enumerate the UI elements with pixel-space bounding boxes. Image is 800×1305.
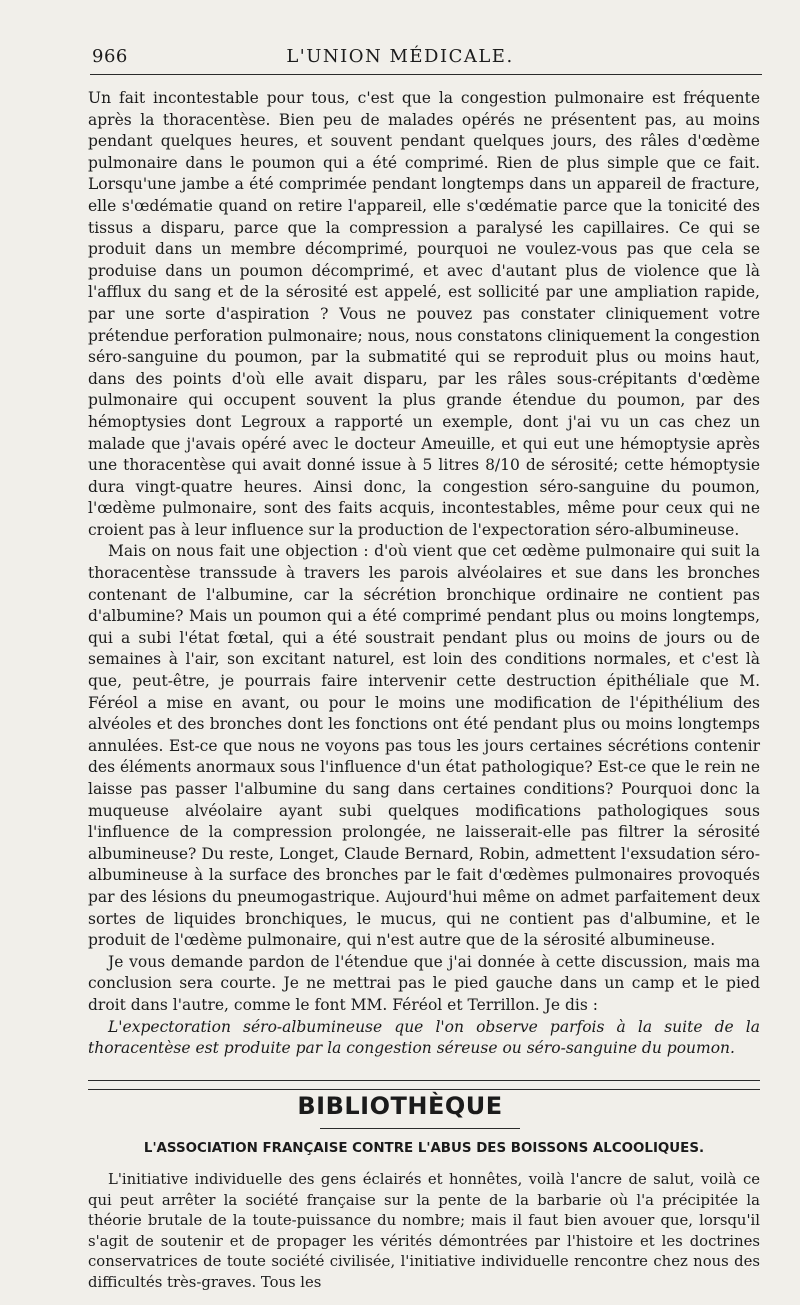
journal-title: L'UNION MÉDICALE. bbox=[286, 46, 514, 67]
section-title: BIBLIOTHÈQUE bbox=[297, 1092, 503, 1120]
body-paragraph-3: Je vous demande pardon de l'étendue que j'ai donnée à cette discussion, mais ma conclusion sera courte. Je ne mettrai pas le pied gauche dans un camp et le pied droit dans l'autre, comme le font MM. Féréol et Terrillon. Je dis : bbox=[88, 952, 760, 1014]
section-divider bbox=[88, 1080, 760, 1090]
review-subheading: L'ASSOCIATION FRANÇAISE CONTRE L'ABUS DES BOISSONS ALCOOLIQUES. bbox=[143, 1141, 705, 1156]
body-paragraph-2: Mais on nous fait une objection : d'où vient que cet œdème pulmonaire qui suit la thoracentèse transsude à travers les parois alvéolaires et sue dans les bronches contenant de l'albumine, car la sécrétion bronchique ordinaire ne contient pas d'albumine? Mais un poumon qui a été comprimé pendant plus ou moins longtemps, qui a subi l'état fœtal, qui a été soustrait pendant plus ou moins de jours ou de semaines à l'air, son excitant naturel, est loin des conditions normales, et c'est là que, peut-être, je pourrais faire intervenir cette destruction épithéliale que M. Féréol a mise en avant, ou pour le moins une modification de l'épithélium des alvéoles et des bronches dont les fonctions ont été pendant plus ou moins longtemps annulées. Est-ce que nous ne voyons pas tous les jours certaines sécrétions contenir des éléments anormaux sous l'influence d'un état pathologique? Est-ce que le rein ne laisse pas passer l'albumine du sang dans certaines conditions? Pourquoi donc la muqueuse alvéolaire ayant subi quelques modifications pathologiques sous l'influence de la compression prolongée, ne laisserait-elle pas filtrer la sérosité albumineuse? Du reste, Longet, Claude Bernard, Robin, admettent l'exsudation séro-albumineuse à la surface des bronches par le fait d'œdèmes pulmonaires provoqués par des lésions du pneumogastrique. Aujourd'hui même on admet parfaitement deux sortes de liquides bronchiques, le mucus, qui ne contient pas d'albumine, et le produit de l'œdème pulmonaire, qui n'est autre que de la sérosité albumineuse. bbox=[88, 542, 760, 950]
running-head bbox=[0, 40, 800, 80]
article-body bbox=[88, 88, 760, 1060]
review-paragraph: L'initiative individuelle des gens éclairés et honnêtes, voilà l'ancre de salut, voilà ce qui peut arrêter la société française sur la pente de la barbarie où l'a précipitée la théorie brutale de la toute-puissance du nombre; mais il faut bien avouer que, lorsqu'il s'agit de soutenir et de propager les vérités démontrées par l'histoire et les doctrines conservatrices de toute société civilisée, l'initiative individuelle rencontre chez nous des difficultés très-graves. Tous les bbox=[88, 1171, 760, 1291]
page-number: 966 bbox=[92, 46, 128, 67]
header-rule bbox=[90, 74, 762, 75]
title-underline bbox=[320, 1128, 520, 1129]
review-body bbox=[88, 1170, 760, 1293]
body-paragraph-1: Un fait incontestable pour tous, c'est que la congestion pulmonaire est fréquente après la thoracentèse. Bien peu de malades opérés ne présentent pas, au moins pendant quelques heures, et souvent pendant quelques jours, des râles d'œdème pulmonaire dans le poumon qui a été comprimé. Rien de plus simple que ce fait. Lorsqu'une jambe a été comprimée pendant longtemps dans un appareil de fracture, elle s'œdématie quand on retire l'appareil, elle s'œdématie parce que la tonicité des tissus a disparu, parce que la compression a paralysé les capillaires. Ce qui se produit dans un membre décomprimé, pourquoi ne voulez-vous pas que cela se produise dans un poumon décomprimé, et avec d'autant plus de violence que là l'afflux du sang et de la sérosité est appelé, est sollicité par une ampliation rapide, par une sorte d'aspiration ? Vous ne pouvez pas constater cliniquement votre prétendue perforation pulmonaire; nous, nous constatons cliniquement la congestion séro-sanguine du poumon, par la submatité qui se reproduit plus ou moins haut, dans des points d'où elle avait disparu, par les râles sous-crépitants d'œdème pulmonaire qui occupent souvent la plus grande étendue du poumon, par des hémoptysies dont Legroux a rapporté un exemple, dont j'ai vu un cas chez un malade que j'avais opéré avec le docteur Ameuille, et qui eut une hémoptysie après une thoracentèse qui avait donné issue à 5 litres 8/10 de sérosité; cette hémoptysie dura vingt-quatre heures. Ainsi donc, la congestion séro-sanguine du poumon, l'œdème pulmonaire, sont des faits acquis, incontestables, même pour ceux qui ne croient pas à leur influence sur la production de l'expectoration séro-albumineuse. bbox=[88, 89, 760, 539]
conclusion-statement: L'expectoration séro-albumineuse que l'on observe parfois à la suite de la thoracentèse est produite par la congestion séreuse ou séro-sanguine du poumon. bbox=[88, 1017, 760, 1058]
